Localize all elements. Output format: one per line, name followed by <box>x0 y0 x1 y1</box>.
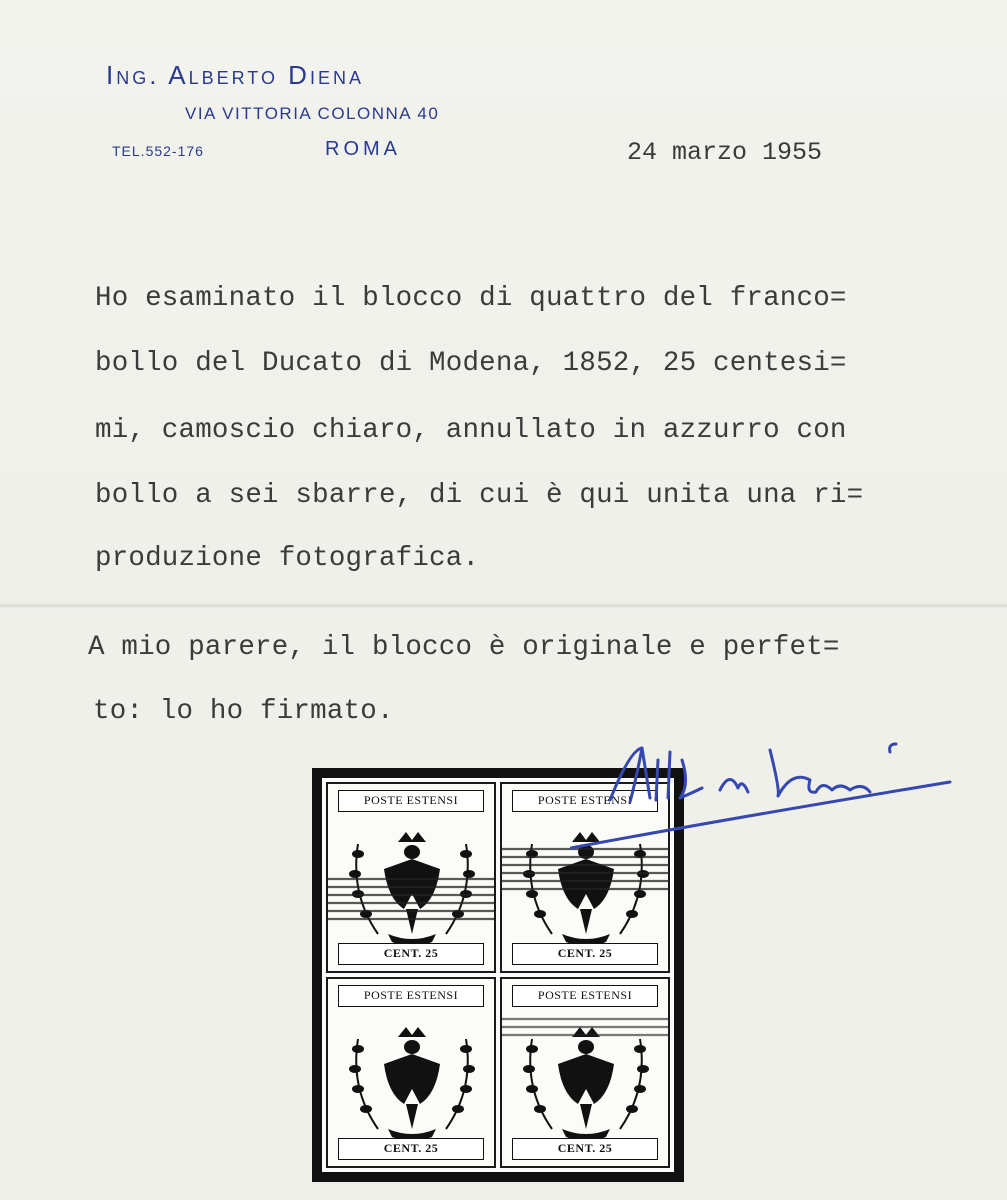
stamp-bottom-label: CENT. 25 <box>338 1138 484 1160</box>
stamp <box>326 782 496 973</box>
letterhead-city: ROMA <box>325 138 401 160</box>
stamp-bottom-label: CENT. 25 <box>512 1138 658 1160</box>
letterhead-address: VIA VITTORIA COLONNA 40 <box>185 104 440 123</box>
certificate-date: 24 marzo 1955 <box>627 138 823 167</box>
body-line: bollo del Ducato di Modena, 1852, 25 centesi= <box>95 348 847 379</box>
stamp <box>326 977 496 1168</box>
body-line: Ho esaminato il blocco di quattro del franco= <box>95 283 847 314</box>
paper-fold <box>0 603 1007 609</box>
stamp <box>500 977 670 1168</box>
stamp-bottom-label: CENT. 25 <box>512 943 658 965</box>
signature-icon <box>570 730 970 870</box>
stamp-top-label: POSTE ESTENSI <box>512 985 658 1007</box>
stamp-bottom-label: CENT. 25 <box>338 943 484 965</box>
body-line: produzione fotografica. <box>95 543 480 574</box>
stamp-top-label: POSTE ESTENSI <box>338 790 484 812</box>
stamp-top-label: POSTE ESTENSI <box>512 790 658 812</box>
body-line: bollo a sei sbarre, di cui è qui unita una ri= <box>95 480 864 511</box>
letterhead-name: Ing. Alberto Diena <box>106 60 364 90</box>
body-line: A mio parere, il blocco è originale e perfet= <box>88 632 840 663</box>
body-line: to: lo ho firmato. <box>93 696 394 727</box>
letterhead-telephone: TEL.552-176 <box>112 143 204 159</box>
stamp-top-label: POSTE ESTENSI <box>338 985 484 1007</box>
body-line: mi, camoscio chiaro, annullato in azzurro con <box>95 415 847 446</box>
